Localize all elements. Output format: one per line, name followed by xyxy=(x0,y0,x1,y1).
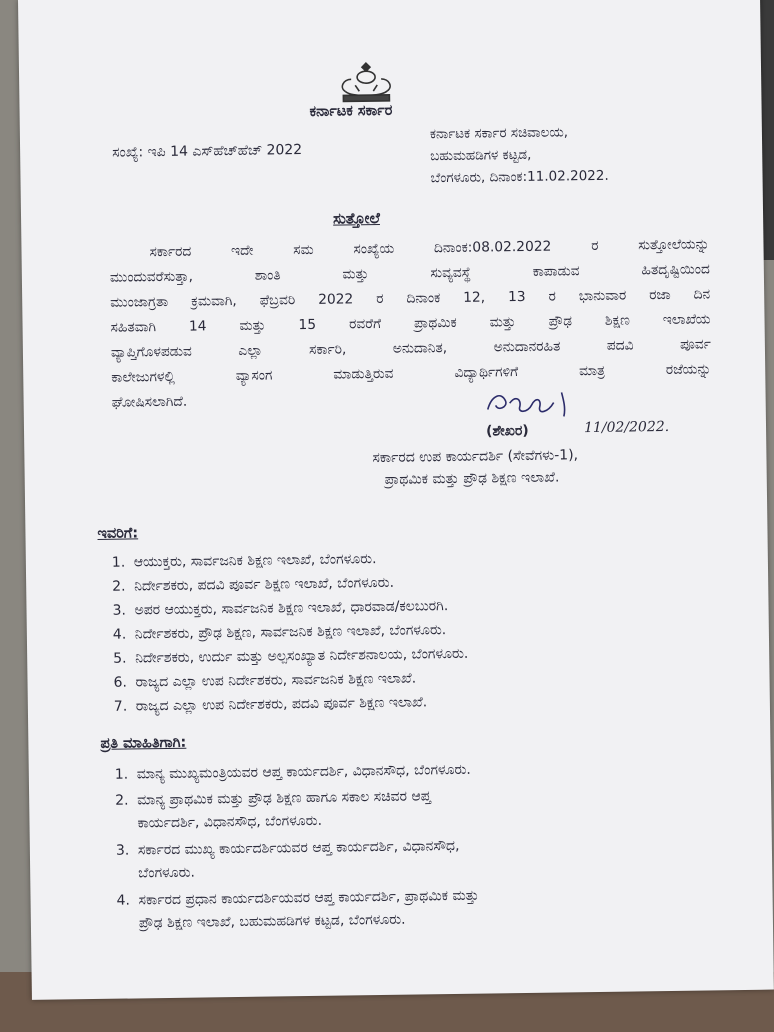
list-item: 6. ರಾಜ್ಯದ ಎಲ್ಲಾ ಉಪ ನಿರ್ದೇಶಕರು, ಸಾರ್ವಜನಿಕ ಶಿಕ್ಷಣ ಇಲಾಖೆ. xyxy=(113,670,417,691)
list-item: 2. ಮಾನ್ಯ ಪ್ರಾಥಮಿಕ ಮತ್ತು ಪ್ರೌಢ ಶಿಕ್ಷಣ ಹಾಗೂ ಸಕಾಲ ಸಚಿವರ ಆಪ್ತ xyxy=(115,788,431,809)
copy-to-heading: ಪ್ರತಿ ಮಾಹಿತಿಗಾಗಿ: xyxy=(100,734,187,752)
list-item: 4. ಸರ್ಕಾರದ ಪ್ರಧಾನ ಕಾರ್ಯದರ್ಶಿಯವರ ಆಪ್ತ ಕಾರ್ಯದರ್ಶಿ, ಪ್ರಾಥಮಿಕ ಮತ್ತು xyxy=(116,887,479,909)
signatory-department: ಪ್ರಾಥಮಿಕ ಮತ್ತು ಪ್ರೌಢ ಶಿಕ್ಷಣ ಇಲಾಖೆ. xyxy=(384,469,560,488)
body-line: ಮುಂಜಾಗ್ರತಾ ಕ್ರಮವಾಗಿ, ಫೆಬ್ರವರಿ 2022 ರ ದಿನಾಂಕ 12, 13 ರ ಭಾನುವಾರ ರಜಾ ದಿನ xyxy=(110,286,711,311)
document-page xyxy=(18,0,774,1000)
list-item: 3. ಸರ್ಕಾರದ ಮುಖ್ಯ ಕಾರ್ಯದರ್ಶಿಯವರ ಆಪ್ತ ಕಾರ್ಯದರ್ಶಿ, ವಿಧಾನಸೌಧ, xyxy=(115,837,460,859)
address-line: ಬಹುಮಹಡಿಗಳ ಕಟ್ಟಡ, xyxy=(430,146,532,165)
body-line: ವ್ಯಾಪ್ತಿಗೊಳಪಡುವ ಎಲ್ಲಾ ಸರ್ಕಾರಿ, ಅನುದಾನಿತ, ಅನುದಾನರಹಿತ ಪದವಿ ಪೂರ್ವ xyxy=(110,336,711,361)
subject-heading: ಸುತ್ತೋಲೆ xyxy=(332,208,380,228)
signatory-designation: ಸರ್ಕಾರದ ಉಪ ಕಾರ್ಯದರ್ಶಿ (ಸೇವೆಗಳು-1), xyxy=(372,447,579,467)
list-item: 1. ಆಯುಕ್ತರು, ಸಾರ್ವಜನಿಕ ಶಿಕ್ಷಣ ಇಲಾಖೆ, ಬೆಂಗಳೂರು. xyxy=(111,551,377,571)
address-line: ಕರ್ನಾಟಕ ಸರ್ಕಾರ ಸಚಿವಾಲಯ, xyxy=(429,124,569,143)
list-item: 3. ಅಪರ ಆಯುಕ್ತರು, ಸಾರ್ವಜನಿಕ ಶಿಕ್ಷಣ ಇಲಾಖೆ, ಧಾರವಾಡ/ಕಲಬುರಗಿ. xyxy=(112,598,449,619)
list-item: 7. ರಾಜ್ಯದ ಎಲ್ಲಾ ಉಪ ನಿರ್ದೇಶಕರು, ಪದವಿ ಪೂರ್ವ ಶಿಕ್ಷಣ ಇಲಾಖೆ. xyxy=(113,694,428,715)
list-item-continuation: ಕಾರ್ಯದರ್ಶಿ, ವಿಧಾನಸೌಧ, ಬೆಂಗಳೂರು. xyxy=(137,812,323,832)
state-emblem-icon xyxy=(331,57,402,106)
recipients-heading: ಇವರಿಗೆ: xyxy=(97,525,139,542)
body-line: ಕಾಲೇಜುಗಳಲ್ಲಿ ವ್ಯಾಸಂಗ ಮಾಡುತ್ತಿರುವ ವಿದ್ಯಾರ್ಥಿಗಳಿಗೆ ಮಾತ್ರ ರಜೆಯನ್ನು xyxy=(111,361,712,386)
list-item-continuation: ಬೆಂಗಳೂರು. xyxy=(138,864,196,882)
list-item: 2. ನಿರ್ದೇಶಕರು, ಪದವಿ ಪೂರ್ವ ಶಿಕ್ಷಣ ಇಲಾಖೆ, ಬೆಂಗಳೂರು. xyxy=(112,574,395,595)
list-item: 1. ಮಾನ್ಯ ಮುಖ್ಯಮಂತ್ರಿಯವರ ಆಪ್ತ ಕಾರ್ಯದರ್ಶಿ, ವಿಧಾನಸೌಧ, ಬೆಂಗಳೂರು. xyxy=(114,761,471,783)
body-line: ಸರ್ಕಾರದ ಇದೇ ಸಮ ಸಂಖ್ಯೆಯ ದಿನಾಂಕ:08.02.2022 ರ ಸುತ್ತೋಲೆಯನ್ನು xyxy=(149,236,710,261)
government-title: ಕರ್ನಾಟಕ ಸರ್ಕಾರ xyxy=(309,102,393,120)
signature-icon xyxy=(481,384,581,421)
body-line: ಮುಂದುವರೆಸುತ್ತಾ, ಶಾಂತಿ ಮತ್ತು ಸುವ್ಯವಸ್ಥೆ ಕಾಪಾಡುವ ಹಿತದೃಷ್ಟಿಯಿಂದ xyxy=(109,261,710,286)
signature-date: 11/02/2022. xyxy=(583,418,670,437)
address-date-line: ಬೆಂಗಳೂರು, ದಿನಾಂಕ:11.02.2022. xyxy=(430,167,609,187)
body-line: ಘೋಷಿಸಲಾಗಿದೆ. xyxy=(111,393,188,411)
list-item: 4. ನಿರ್ದೇಶಕರು, ಪ್ರೌಢ ಶಿಕ್ಷಣ, ಸಾರ್ವಜನಿಕ ಶಿಕ್ಷಣ ಇಲಾಖೆ, ಬೆಂಗಳೂರು. xyxy=(112,622,447,643)
body-line: ಸಹಿತವಾಗಿ 14 ಮತ್ತು 15 ರವರೆಗೆ ಪ್ರಾಥಮಿಕ ಮತ್ತು ಪ್ರೌಢ ಶಿಕ್ಷಣ ಇಲಾಖೆಯ xyxy=(110,311,711,336)
reference-number: ಸಂಖ್ಯೆ: ಇಪಿ 14 ಎಸ್‌ಹೆಚ್‌ಹೆಚ್ 2022 xyxy=(112,142,303,161)
list-item-continuation: ಪ್ರೌಢ ಶಿಕ್ಷಣ ಇಲಾಖೆ, ಬಹುಮಹಡಿಗಳ ಕಟ್ಟಡ, ಬೆಂಗಳೂರು. xyxy=(138,911,406,932)
list-item: 5. ನಿರ್ದೇಶಕರು, ಉರ್ದು ಮತ್ತು ಅಲ್ಪಸಂಖ್ಯಾತ ನಿರ್ದೇಶನಾಲಯ, ಬೆಂಗಳೂರು. xyxy=(113,645,469,667)
signatory-name: (ಶೇಖರ) xyxy=(485,422,529,440)
